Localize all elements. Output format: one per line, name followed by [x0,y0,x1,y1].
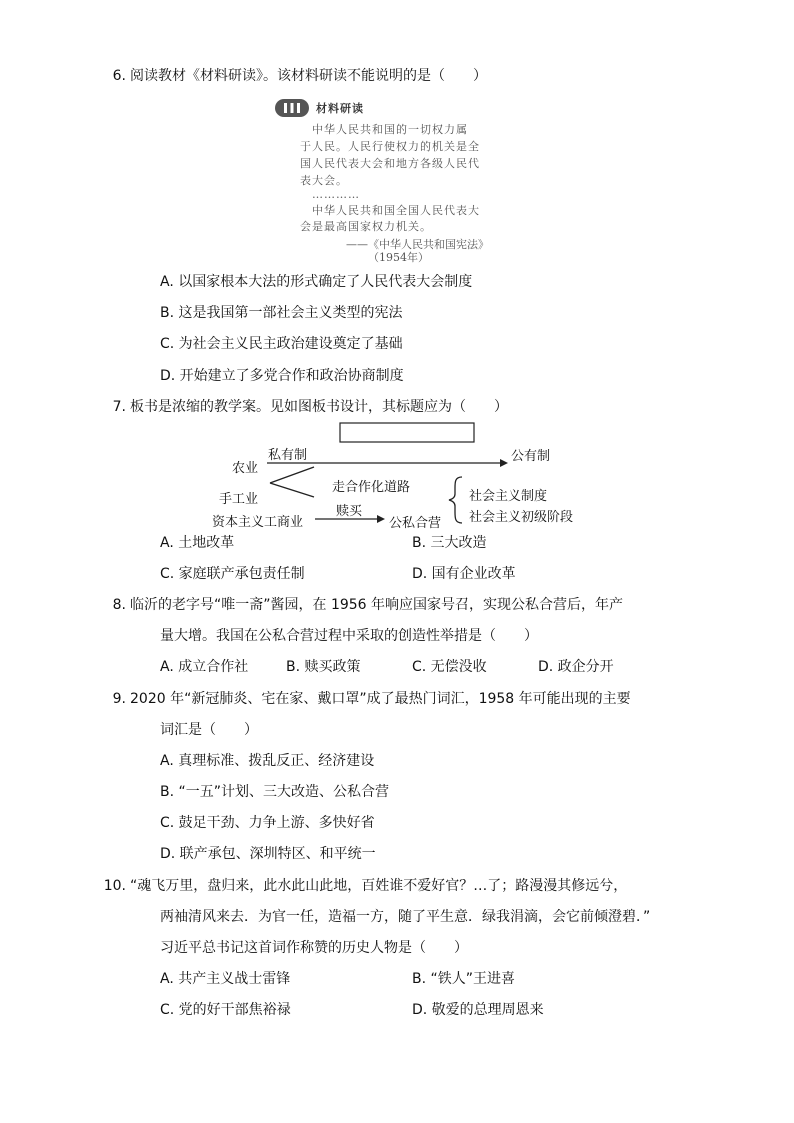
question-8-stem: 8. 临沂的老字号“唯一斋”酱园，在 1956 年响应国家号召，实现公私合营后，年产 [130,595,623,615]
q10-option-a[interactable]: A. 共产主义战士雷锋 [160,971,291,987]
material-line: 国人民代表大会和地方各级人民代 [300,157,480,170]
blank-title-box [340,423,474,442]
chevron-upper-line [270,467,314,483]
label-primary-stage: 社会主义初级阶段 [469,510,574,525]
q8-option-c[interactable]: C. 无偿没收 [412,659,487,675]
q8-option-d[interactable]: D. 政企分开 [538,659,614,675]
material-source: ——《中华人民共和国宪法》 [346,238,489,251]
label-agriculture: 农业 [232,461,259,476]
question-6-stem: 6. 阅读教材《材料研读》。该材料研读不能说明的是（ ） [130,66,487,86]
material-line: 表大会。 [300,174,348,187]
q10-option-c[interactable]: C. 党的好干部焦裕禄 [160,1002,291,1018]
material-header: 材料研读 [316,102,364,115]
q9-option-c[interactable]: C. 鼓足干劲、力争上游、多快好省 [160,815,375,831]
material-reading-image [270,96,528,262]
material-line: 中华人民共和国全国人民代表大 [312,204,480,217]
label-socialist-system: 社会主义制度 [469,489,548,504]
material-line: 会是最高国家权力机关。 [300,220,432,233]
label-cooperative-road: 走合作化道路 [332,480,411,495]
question-7-number: 7. [112,399,126,415]
curly-brace [449,477,462,523]
q10-option-b[interactable]: B. “铁人”王进喜 [412,971,516,987]
q9-option-d[interactable]: D. 联产承包、深圳特区、和平统一 [160,846,376,862]
question-6-number: 6. [112,68,126,84]
material-line: 于人民。人民行使权力的机关是全 [300,140,480,153]
q6-option-a[interactable]: A. 以国家根本大法的形式确定了人民代表大会制度 [160,274,473,290]
question-8-number: 8. [112,597,126,613]
label-joint-operation: 公私合营 [389,516,442,531]
label-redemption: 赎买 [336,504,363,519]
label-public-ownership: 公有制 [511,449,551,464]
q8-option-b[interactable]: B. 赎买政策 [286,659,361,675]
question-8-stem-line2: 量大增。我国在公私合营过程中采取的创造性举措是（ ） [160,628,538,644]
q8-option-a[interactable]: A. 成立合作社 [160,659,249,675]
q6-option-c[interactable]: C. 为社会主义民主政治建设奠定了基础 [160,336,403,352]
q7-option-c[interactable]: C. 家庭联产承包责任制 [160,566,305,582]
chevron-lower-line [270,483,314,497]
label-capitalist-industry-commerce: 资本主义工商业 [212,515,304,530]
q9-option-b[interactable]: B. “一五”计划、三大改造、公私合营 [160,784,390,800]
q7-option-d[interactable]: D. 国有企业改革 [412,566,516,582]
question-10-stem-line3: 习近平总书记这首词作称赞的历史人物是（ ） [160,940,468,956]
question-10-number: 10. [103,878,126,894]
material-reading-logo-icon [274,98,310,118]
q6-option-d[interactable]: D. 开始建立了多党合作和政治协商制度 [160,368,404,384]
q6-option-b[interactable]: B. 这是我国第一部社会主义类型的宪法 [160,305,403,321]
question-9-number: 9. [112,691,126,707]
q7-option-b[interactable]: B. 三大改造 [412,535,487,551]
material-line: ………… [312,188,360,201]
q9-option-a[interactable]: A. 真理标准、拨乱反正、经济建设 [160,753,375,769]
question-10-stem: 10. “魂飞万里，盘归来，此水此山此地，百姓谁不爱好官？…了；路漫漫其修远兮， [130,876,627,896]
question-9-stem: 9. 2020 年“新冠肺炎、宅在家、戴口罩”成了最热门词汇，1958 年可能出现的主要 [130,689,631,709]
material-year: （1954年） [368,251,429,264]
q7-option-a[interactable]: A. 土地改革 [160,535,235,551]
label-private-ownership: 私有制 [268,448,308,463]
material-line: 中华人民共和国的一切权力属 [312,123,468,136]
question-7-stem: 7. 板书是浓缩的教学案。见如图板书设计，其标题应为（ ） [130,397,508,417]
top-arrow-head [500,459,508,467]
bottom-arrow-head [377,515,385,523]
label-handicraft: 手工业 [219,492,259,507]
question-10-stem-line2: 两袖清风来去．为官一任，造福一方，随了平生意．绿我涓滴，会它前倾澄碧．” [160,909,651,925]
question-9-stem-line2: 词汇是（ ） [160,722,258,738]
q10-option-d[interactable]: D. 敬爱的总理周恩来 [412,1002,544,1018]
